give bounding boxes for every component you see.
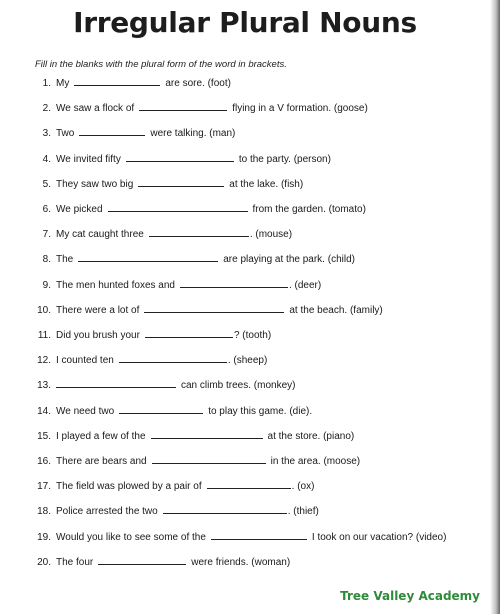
question-number: 2. <box>42 103 51 115</box>
answer-blank[interactable] <box>119 353 227 363</box>
answer-blank[interactable] <box>207 479 291 489</box>
question-text-before: The field was plowed by a pair of <box>56 481 202 493</box>
question-text-after: can climb trees. (monkey) <box>181 380 296 392</box>
question-number: 1. <box>42 78 51 89</box>
question-item <box>0 152 331 168</box>
question-text-after: . (mouse) <box>249 229 293 241</box>
question-text-before: Two <box>56 128 75 140</box>
question-text-after: flying in a V formation. (goose) <box>232 103 368 115</box>
question-text-before: The men hunted foxes and <box>56 279 175 291</box>
question-text-before: The <box>56 254 74 266</box>
question-number: 5. <box>42 178 51 190</box>
page-title: Irregular Plural Nouns <box>73 6 417 39</box>
question-text-after: at the beach. (family) <box>289 304 383 316</box>
question-item <box>0 278 321 294</box>
question-item <box>0 530 446 546</box>
brand-footer: Tree Valley Academy <box>340 589 480 603</box>
answer-blank[interactable] <box>211 530 307 540</box>
question-text-after: I took on our vacation? (video) <box>311 531 447 543</box>
question-text-before: The four <box>56 556 94 568</box>
answer-blank[interactable] <box>180 278 288 288</box>
question-text-before: There are bears and <box>56 456 147 467</box>
answer-blank[interactable] <box>98 555 186 565</box>
question-text-before: They saw two big <box>56 178 134 190</box>
question-text-after: at the lake. (fish) <box>229 178 304 190</box>
question-number: 18. <box>37 506 51 518</box>
question-text-before: I counted ten <box>56 355 114 367</box>
answer-blank[interactable] <box>144 303 284 313</box>
question-number: 19. <box>37 531 51 543</box>
question-item <box>0 454 360 470</box>
question-number: 9. <box>42 279 51 291</box>
question-item <box>0 202 366 218</box>
question-text-after: to play this game. (die). <box>208 405 313 417</box>
question-number: 15. <box>37 430 51 442</box>
question-text-before: There were a lot of <box>56 304 140 316</box>
question-text-after: . (deer) <box>288 279 322 291</box>
question-item <box>0 504 319 520</box>
question-number: 11. <box>37 330 51 341</box>
answer-blank[interactable] <box>126 152 234 162</box>
question-item <box>0 126 235 142</box>
question-item <box>0 429 354 445</box>
question-number: 17. <box>37 481 51 493</box>
question-text-before: I played a few of the <box>56 430 146 442</box>
page-edge-shadow <box>490 0 500 614</box>
question-number: 13. <box>37 380 51 392</box>
question-item <box>0 76 231 92</box>
answer-blank[interactable] <box>78 252 218 262</box>
question-text-before: We picked <box>56 204 103 215</box>
answer-blank[interactable] <box>163 504 287 514</box>
question-item <box>0 378 295 394</box>
question-text-after: . (ox) <box>291 481 315 493</box>
question-item <box>0 353 267 369</box>
question-item <box>0 303 383 319</box>
question-item <box>0 555 290 571</box>
answer-blank[interactable] <box>151 429 263 439</box>
question-number: 6. <box>42 204 51 215</box>
question-text-after: . (thief) <box>287 506 319 518</box>
question-text-after: to the party. (person) <box>238 153 331 165</box>
question-number: 14. <box>37 405 51 417</box>
question-item <box>0 227 292 243</box>
question-text-after: are playing at the park. (child) <box>223 254 355 266</box>
question-text-before: We invited fifty <box>56 153 121 165</box>
answer-blank[interactable] <box>139 101 227 111</box>
question-text-after: at the store. (piano) <box>267 430 355 442</box>
question-number: 12. <box>37 355 51 367</box>
question-text-before: We saw a flock of <box>56 103 135 115</box>
question-item <box>0 479 314 495</box>
question-item <box>0 101 368 117</box>
question-item <box>0 177 303 193</box>
answer-blank[interactable] <box>79 126 145 136</box>
question-text-before: Did you brush your <box>56 330 140 341</box>
question-item <box>0 328 271 344</box>
question-number: 20. <box>37 556 51 568</box>
instructions: Fill in the blanks with the plural form of the word in brackets. <box>35 59 287 70</box>
answer-blank[interactable] <box>74 76 160 86</box>
question-number: 4. <box>42 153 51 165</box>
question-text-after: are sore. (foot) <box>165 78 231 89</box>
answer-blank[interactable] <box>119 404 203 414</box>
question-text-after: ? (tooth) <box>233 330 272 341</box>
answer-blank[interactable] <box>152 454 266 464</box>
question-number: 10. <box>37 304 51 316</box>
question-item <box>0 252 355 268</box>
question-text-before: Would you like to see some of the <box>56 531 206 543</box>
question-text-before: Police arrested the two <box>56 506 158 518</box>
question-text-before: My <box>56 78 70 89</box>
answer-blank[interactable] <box>56 378 176 388</box>
question-text-after: were talking. (man) <box>150 128 236 140</box>
question-text-after: were friends. (woman) <box>191 556 291 568</box>
answer-blank[interactable] <box>145 328 233 338</box>
answer-blank[interactable] <box>108 202 248 212</box>
answer-blank[interactable] <box>149 227 249 237</box>
question-text-before: My cat caught three <box>56 229 144 241</box>
question-number: 8. <box>42 254 51 266</box>
question-number: 7. <box>42 229 51 241</box>
question-text-after: . (sheep) <box>227 355 268 367</box>
question-number: 3. <box>42 128 51 140</box>
answer-blank[interactable] <box>138 177 224 187</box>
question-text-after: from the garden. (tomato) <box>252 204 366 215</box>
question-text-after: in the area. (moose) <box>270 456 361 467</box>
question-item <box>0 404 312 420</box>
question-number: 16. <box>37 456 51 467</box>
question-text-before: We need two <box>56 405 115 417</box>
